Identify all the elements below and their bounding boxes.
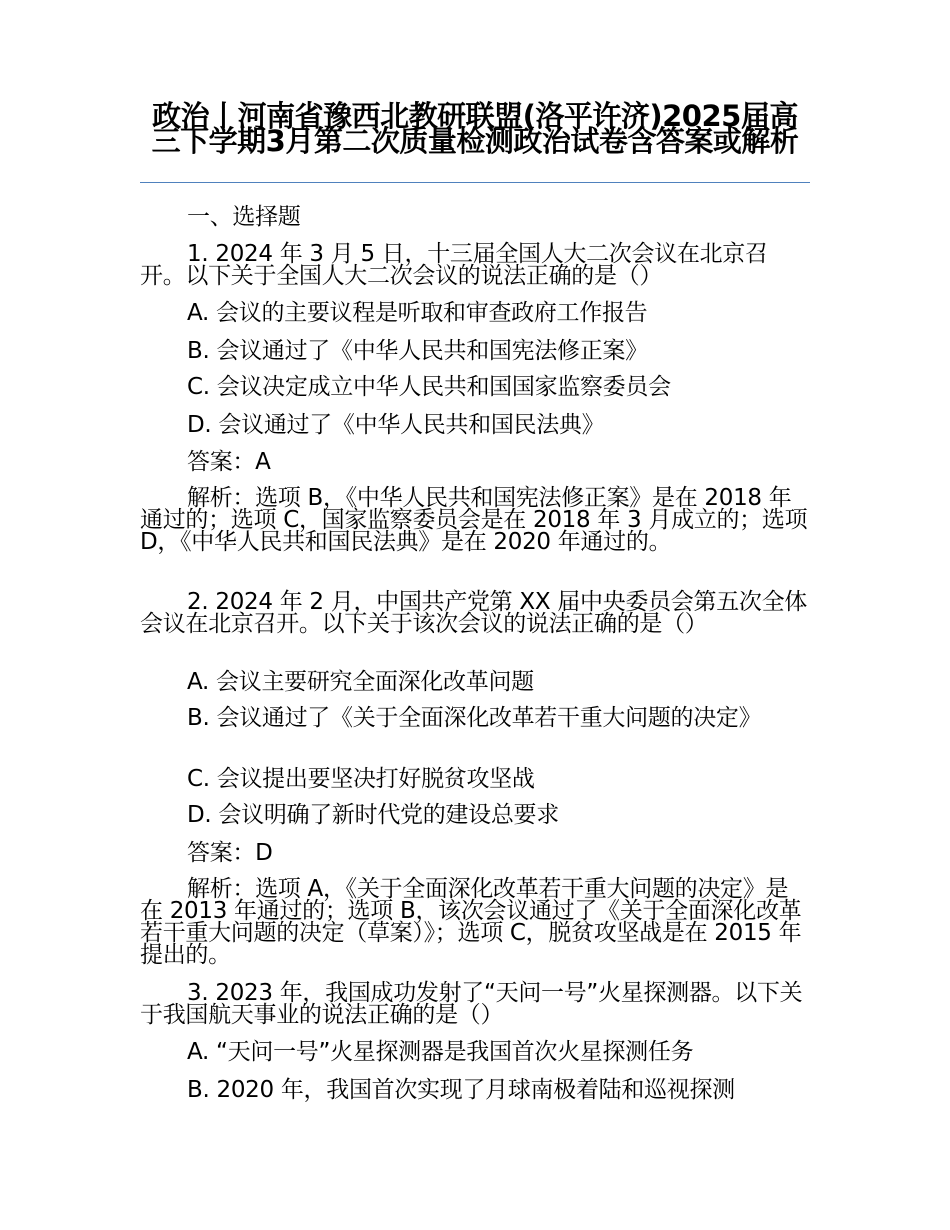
question-2-option-b: B. 会议通过了《关于全面深化改革若干重大问题的决定》 <box>187 705 762 731</box>
question-2-stem: 2. 2024 年 2 月，中国共产党第 XX 届中央委员会第五次全体会议在北京召开。以下关于该次会议的说法正确的是（） <box>140 589 807 637</box>
question-3-option-a: A. “天问一号”火星探测器是我国首次火星探测任务 <box>187 1039 694 1065</box>
question-2-explanation: 解析：选项 A，《关于全面深化改革若干重大问题的决定》是在 2013 年通过的；选项 B，该次会议通过了《关于全面深化改革若干重大问题的决定（草案）》；选项 C，脱贫攻坚战是在 2015 年提出的。 <box>140 876 802 968</box>
document-title: 政治丨河南省豫西北教研联盟(洛平许济)2025届高三下学期3月第二次质量检测政治试卷含答案或解析 <box>151 99 799 158</box>
question-2-answer: 答案：D <box>187 840 273 866</box>
question-3-option-b: B. 2020 年，我国首次实现了月球南极着陆和巡视探测 <box>187 1077 735 1103</box>
title-divider <box>140 182 810 183</box>
question-1-answer: 答案：A <box>187 449 271 475</box>
question-1-option-c: C. 会议决定成立中华人民共和国国家监察委员会 <box>187 374 671 400</box>
question-2-option-a: A. 会议主要研究全面深化改革问题 <box>187 669 534 695</box>
section-heading: 一、选择题 <box>187 204 301 230</box>
question-2-option-c: C. 会议提出要坚决打好脱贫攻坚战 <box>187 766 535 792</box>
question-1-stem: 1. 2024 年 3 月 5 日，十三届全国人大二次会议在北京召开。以下关于全国人大二次会议的说法正确的是（） <box>140 241 768 289</box>
question-1-option-d: D. 会议通过了《中华人民共和国民法典》 <box>187 412 605 438</box>
question-1-explanation: 解析：选项 B，《中华人民共和国宪法修正案》是在 2018 年通过的；选项 C，国家监察委员会是在 2018 年 3 月成立的；选项 D，《中华人民共和国民法典》是在 2020 年通过的。 <box>140 485 808 555</box>
question-3-stem: 3. 2023 年，我国成功发射了“天问一号”火星探测器。以下关于我国航天事业的说法正确的是（） <box>140 980 803 1028</box>
question-2-option-d: D. 会议明确了新时代党的建设总要求 <box>187 802 559 828</box>
question-1-option-a: A. 会议的主要议程是听取和审查政府工作报告 <box>187 300 648 326</box>
question-1-option-b: B. 会议通过了《中华人民共和国宪法修正案》 <box>187 338 648 364</box>
